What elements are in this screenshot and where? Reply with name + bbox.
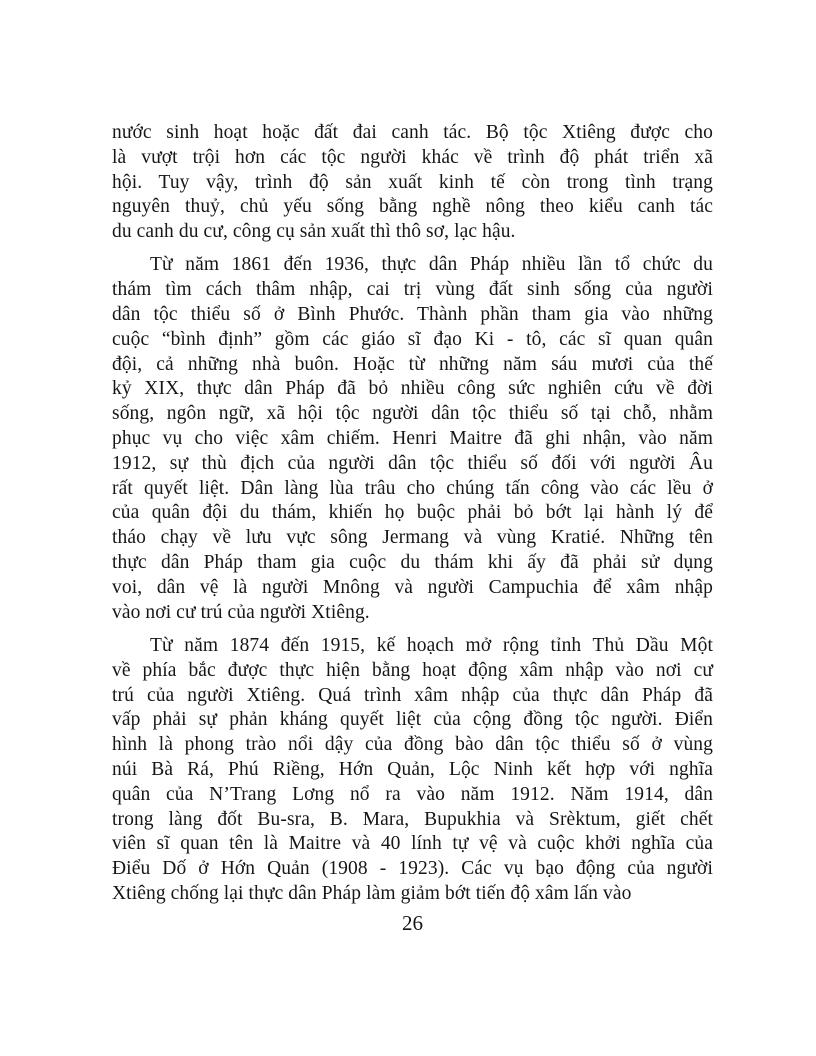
text-line: kỷ XIX, thực dân Pháp đã bỏ nhiều công sức nghiên cứu về đời	[112, 378, 713, 400]
text-line: Từ năm 1861 đến 1936, thực dân Pháp nhiều lần tổ chức du	[150, 254, 713, 276]
text-line: Từ năm 1874 đến 1915, kế hoạch mở rộng tỉnh Thủ Dầu Một	[150, 634, 713, 656]
text-line: du canh du cư, công cụ sản xuất thì thô sơ, lạc hậu.	[112, 221, 516, 243]
text-line: nguyên thuỷ, chủ yếu sống bằng nghề nông theo kiểu canh tác	[112, 196, 713, 218]
text-line: về phía bắc được thực hiện bằng hoạt động xâm nhập vào nơi cư	[112, 659, 713, 681]
text-line: vào nơi cư trú của người Xtiêng.	[112, 601, 370, 623]
text-line: voi, dân vệ là người Mnông và người Campuchia để xâm nhập	[112, 576, 713, 598]
text-line: phục vụ cho việc xâm chiếm. Henri Maitre đã ghi nhận, vào năm	[112, 428, 713, 450]
text-line: dân tộc thiểu số ở Bình Phước. Thành phần tham gia vào những	[112, 304, 713, 326]
text-line: quân của N’Trang Lơng nổ ra vào năm 1912. Năm 1914, dân	[112, 783, 713, 805]
page-number: 26	[402, 911, 423, 935]
text-line: sống, ngôn ngữ, xã hội tộc người dân tộc thiểu số tại chỗ, nhằm	[112, 403, 713, 425]
text-line: đội, cả những nhà buôn. Hoặc từ những năm sáu mươi của thế	[112, 353, 713, 375]
text-line: Điểu Dố ở Hớn Quản (1908 - 1923). Các vụ bạo động của người	[112, 858, 713, 880]
paragraph	[112, 253, 713, 625]
text-line: Xtiêng chống lại thực dân Pháp làm giảm bớt tiến độ xâm lấn vào	[112, 882, 632, 904]
text-line: là vượt trội hơn các tộc người khác về trình độ phát triển xã	[112, 146, 713, 168]
text-line: của quân đội du thám, khiến họ buộc phải bỏ bớt lại hành lý để	[112, 502, 713, 524]
text-line: thám tìm cách thâm nhập, cai trị vùng đất sinh sống của người	[112, 279, 713, 301]
text-line: hình là phong trào nổi dậy của đồng bào dân tộc thiểu số ở vùng	[112, 734, 713, 756]
text-line: núi Bà Rá, Phú Riềng, Hớn Quản, Lộc Ninh kết hợp với nghĩa	[112, 758, 713, 780]
text-line: trú của người Xtiêng. Quá trình xâm nhập của thực dân Pháp đã	[112, 684, 713, 706]
paragraph	[112, 121, 713, 245]
text-line: tháo chạy về lưu vực sông Jermang và vùng Kratié. Những tên	[112, 527, 713, 549]
paragraph	[112, 634, 713, 907]
text-line: hội. Tuy vậy, trình độ sản xuất kinh tế còn trong tình trạng	[112, 171, 713, 193]
text-line: rất quyết liệt. Dân làng lùa trâu cho chúng tấn công vào các lều ở	[112, 477, 713, 499]
text-line: nước sinh hoạt hoặc đất đai canh tác. Bộ tộc Xtiêng được cho	[112, 122, 713, 143]
text-block	[112, 121, 713, 907]
text-line: vấp phải sự phản kháng quyết liệt của cộng đồng tộc người. Điển	[112, 709, 713, 731]
text-line: cuộc “bình định” gồm các giáo sĩ đạo Ki - tô, các sĩ quan quân	[112, 328, 713, 350]
text-line: trong làng đốt Bu-sra, B. Mara, Bupukhia và Srèktum, giết chết	[112, 808, 713, 830]
text-line: 1912, sự thù địch của người dân tộc thiểu số đối với người Âu	[112, 452, 713, 474]
text-line: thực dân Pháp tham gia cuộc du thám khi ấy đã phải sử dụng	[112, 552, 713, 574]
text-line: viên sĩ quan tên là Maitre và 40 lính tự vệ và cuộc khởi nghĩa của	[112, 833, 713, 855]
